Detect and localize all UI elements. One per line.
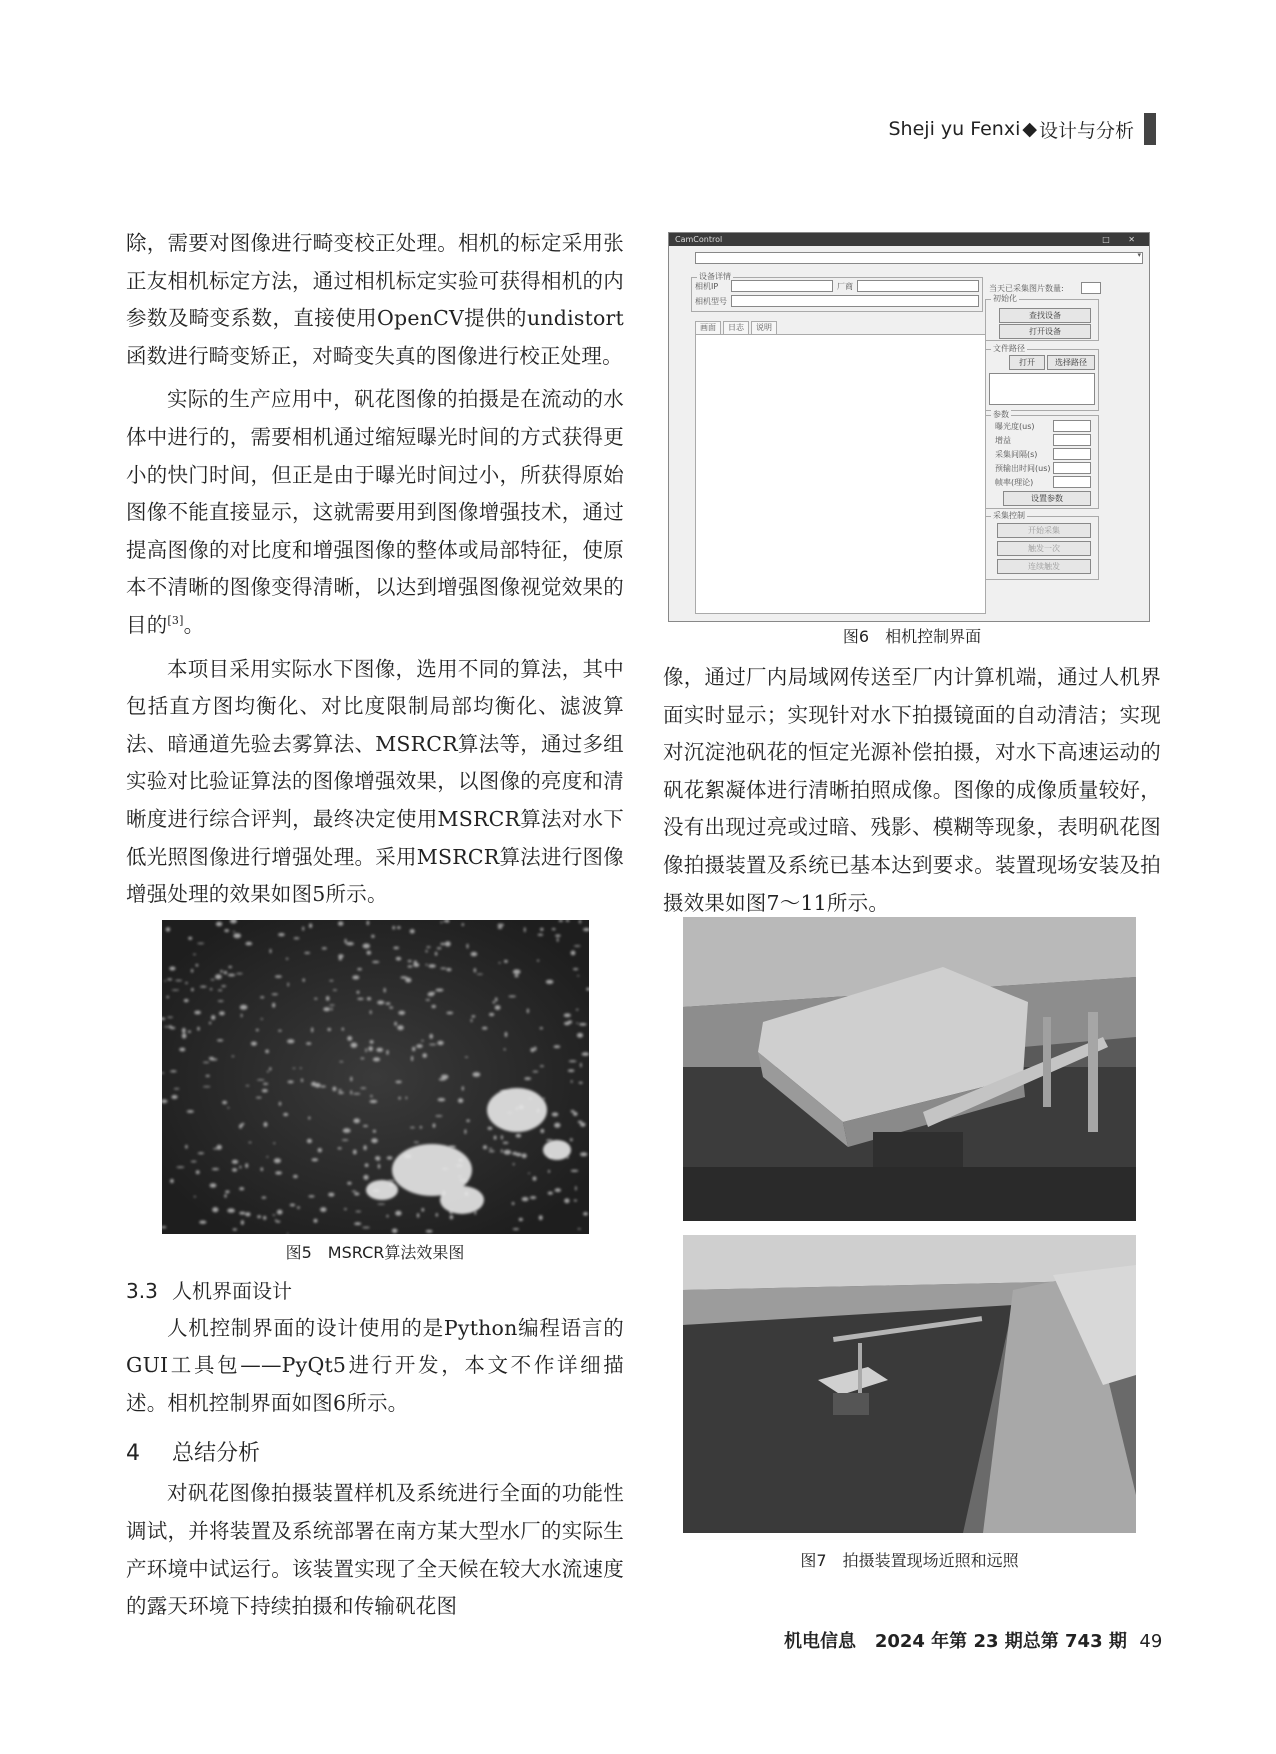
interval-label: 采集间隔(s) <box>995 450 1038 459</box>
set-params-button[interactable]: 设置参数 <box>1003 491 1091 506</box>
figure-7-near-photo <box>683 917 1136 1221</box>
capture-control-label: 采集控制 <box>993 511 1025 520</box>
delay-field[interactable] <box>1053 462 1091 474</box>
left-paragraph-2-text: 实际的生产应用中，矾花图像的拍摄是在流动的水体中进行的，需要相机通过缩短曝光时间的方式获得更小的快门时间，但正是由于曝光时间过小，所获得原始图像不能直接显示，这就需要用到图像增强技术，通过提高图像的对比度和增强图像的整体或局部特征，使原本不清晰的图像变得清晰，以达到增强图像视觉效果的目的 <box>126 387 624 637</box>
start-capture-button[interactable]: 开始采集 <box>997 523 1091 538</box>
open-device-button[interactable]: 打开设备 <box>999 324 1091 339</box>
device-details-label: 设备详情 <box>699 272 731 281</box>
section-4-number: 4 <box>126 1441 140 1467</box>
vendor-label: 厂商 <box>837 282 853 291</box>
device-closeup-image <box>683 917 1136 1221</box>
gain-field[interactable] <box>1053 434 1091 446</box>
image-view-pane <box>695 334 986 614</box>
vendor-field[interactable] <box>857 280 979 292</box>
init-group-label: 初始化 <box>993 294 1017 303</box>
left-paragraph-3: 本项目采用实际水下图像，选用不同的算法，其中包括直方图均衡化、对比度限制局部均衡化、滤波算法、暗通道先验去雾算法、MSRCR算法等，通过多组实验对比验证算法的图像增强效果，以图像的亮度和清晰度进行综合评判，最终决定使用MSRCR算法对水下低光照图像进行增强处理。采用MSRCR算法进行图像增强处理的效果如图5所示。 <box>126 656 624 907</box>
exposure-label: 曝光度(us) <box>995 422 1035 431</box>
figure-6-camera-control-window <box>668 232 1150 622</box>
section-3-3-heading <box>126 1275 624 1304</box>
today-count-field <box>1081 282 1101 294</box>
camera-model-field[interactable] <box>731 295 979 307</box>
tab-help[interactable]: 说明 <box>751 321 777 334</box>
left-paragraph-2 <box>126 381 624 644</box>
camera-model-label: 相机型号 <box>695 297 727 306</box>
tab-bar <box>695 321 779 334</box>
left-column <box>126 225 624 1632</box>
left-paragraph-2-end: 。 <box>183 612 205 637</box>
file-path-field[interactable] <box>989 373 1095 405</box>
figure-5-image <box>162 920 589 1234</box>
tab-screen[interactable]: 画面 <box>695 321 721 334</box>
framerate-label: 帧率(理论) <box>995 478 1034 487</box>
camera-ip-field[interactable] <box>731 280 833 292</box>
page-number: 49 <box>1139 1631 1163 1652</box>
file-path-group-label: 文件路径 <box>993 344 1025 353</box>
section-4-title: 总结分析 <box>172 1441 261 1467</box>
msrcr-floc-image <box>162 920 589 1234</box>
section-4-heading <box>126 1436 624 1467</box>
footer-issue: 2024 年第 23 期总第 743 期 <box>874 1631 1127 1652</box>
right-column <box>663 624 1161 928</box>
left-paragraph-1: 除，需要对图像进行畸变校正处理。相机的标定采用张正友相机标定方法，通过相机标定实验可获得相机的内参数及畸变系数，直接使用OpenCV提供的undistort函数进行畸变矫正，对畸变失真的图像进行校正处理。 <box>126 231 624 368</box>
header-diamond: ◆ <box>1022 118 1037 140</box>
delay-label: 预输出时间(us) <box>995 464 1051 473</box>
figure-7-far-photo <box>683 1235 1136 1533</box>
camera-ip-label: 相机IP <box>695 282 719 291</box>
figure-6-caption: 图6 相机控制界面 <box>842 627 982 646</box>
interval-field[interactable] <box>1053 448 1091 460</box>
exposure-field[interactable] <box>1053 420 1091 432</box>
framerate-field[interactable] <box>1053 476 1091 488</box>
device-distant-image <box>683 1235 1136 1533</box>
gain-label: 增益 <box>995 436 1011 445</box>
header-pinyin: Sheji yu Fenxi <box>888 118 1021 140</box>
section-3-3-title: 人机界面设计 <box>172 1278 292 1303</box>
today-count-label: 当天已采集图片数量: <box>989 284 1064 293</box>
open-path-button[interactable]: 打开 <box>1009 355 1045 370</box>
device-select[interactable] <box>695 252 1143 264</box>
section-3-3-number: 3.3 <box>126 1278 158 1303</box>
left-paragraph-5: 对矾花图像拍摄装置样机及系统进行全面的功能性调试，并将装置及系统部署在南方某大型水厂的实际生产环境中试运行。该装置实现了全天候在较大水流速度的露天环境下持续拍摄和传输矾花图 <box>126 1481 624 1619</box>
trigger-once-button[interactable]: 触发一次 <box>997 541 1091 556</box>
left-paragraph-4: 人机控制界面的设计使用的是Python编程语言的GUI工具包——PyQt5进行开发，本文不作详细描述。相机控制界面如图6所示。 <box>126 1315 624 1415</box>
running-header <box>889 112 1157 146</box>
figure-5-caption: 图5 MSRCR算法效果图 <box>285 1242 465 1262</box>
window-controls[interactable]: □ ✕ <box>1102 235 1143 244</box>
chevron-down-icon: ▾ <box>1137 251 1141 259</box>
figure-7-caption: 图7 拍摄装置现场近照和远照 <box>800 1551 1019 1570</box>
window-titlebar <box>669 233 1149 246</box>
right-paragraph-1: 像，通过厂内局域网传送至厂内计算机端，通过人机界面实时显示；实现针对水下拍摄镜面的自动清洁；实现对沉淀池矾花的恒定光源补偿拍摄，对水下高速运动的矾花絮凝体进行清晰拍照成像。图像的成像质量较好，没有出现过亮或过暗、残影、模糊等现象，表明矾花图像拍摄装置及系统已基本达到要求。装置现场安装及拍摄效果如图7～11所示。 <box>663 665 1161 915</box>
citation-3: [3] <box>167 614 184 628</box>
params-group-label: 参数 <box>993 410 1009 419</box>
header-section: 设计与分析 <box>1038 119 1134 142</box>
footer-journal: 机电信息 <box>784 1631 856 1652</box>
header-bar <box>1144 113 1156 145</box>
window-title: CamControl <box>675 235 723 244</box>
page-footer <box>784 1627 1162 1653</box>
choose-path-button[interactable]: 选择路径 <box>1047 355 1095 370</box>
tab-log[interactable]: 日志 <box>723 321 749 334</box>
find-device-button[interactable]: 查找设备 <box>999 308 1091 323</box>
continuous-trigger-button[interactable]: 连续触发 <box>997 559 1091 574</box>
